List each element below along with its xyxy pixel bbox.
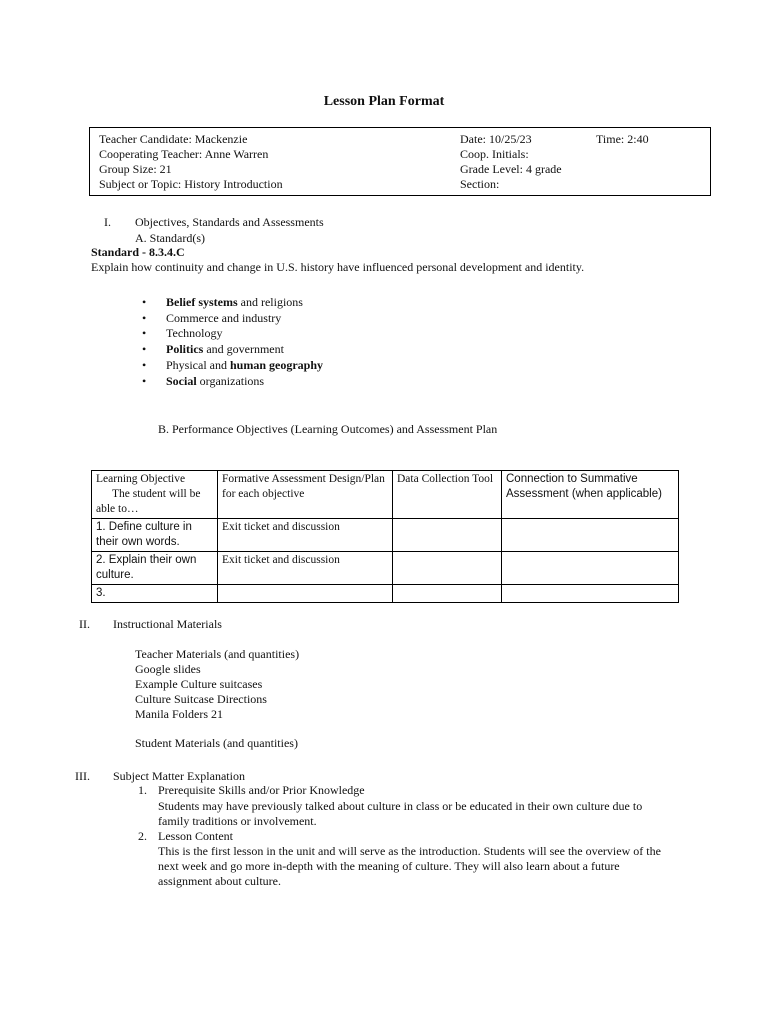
- table-cell: [393, 519, 502, 552]
- item-1-number: 1.: [138, 783, 147, 797]
- subsection-b-heading: B. Performance Objectives (Learning Outcomes) and Assessment Plan: [158, 422, 498, 436]
- learning-objective-header-line2: The student will be: [112, 488, 201, 500]
- teacher-materials-label: Teacher Materials (and quantities): [135, 647, 300, 661]
- list-item: Technology: [166, 326, 223, 340]
- group-size: Group Size: 21: [99, 162, 172, 176]
- time: Time: 2:40: [596, 132, 649, 146]
- header-formative-assessment: Formative Assessment Design/Plan for each objective: [218, 471, 393, 519]
- header-learning-objective: [92, 471, 218, 519]
- learning-objective-header-line3: able to…: [96, 503, 139, 515]
- cooperating-teacher: Cooperating Teacher: Anne Warren: [99, 147, 269, 161]
- table-row: [92, 585, 679, 603]
- list-item: Example Culture suitcases: [135, 677, 263, 691]
- table-row: [92, 552, 679, 585]
- table-cell: 2. Explain their own culture.: [92, 552, 218, 585]
- header-info-box: [89, 127, 711, 196]
- section-2-heading: Instructional Materials: [113, 617, 222, 631]
- section-3-heading: Subject Matter Explanation: [113, 769, 245, 783]
- header-data-collection: Data Collection Tool: [393, 471, 502, 519]
- table-cell: Exit ticket and discussion: [218, 519, 393, 552]
- list-item: Google slides: [135, 662, 201, 676]
- table-cell: Exit ticket and discussion: [218, 552, 393, 585]
- bullet-icon: •: [142, 311, 147, 325]
- bullet-icon: •: [142, 295, 147, 309]
- learning-objective-header-line1: Learning Objective: [96, 473, 186, 485]
- item-2-number: 2.: [138, 829, 147, 843]
- table-cell: [393, 552, 502, 585]
- table-cell: 1. Define culture in their own words.: [92, 519, 218, 552]
- lesson-content-label: Lesson Content: [158, 829, 233, 843]
- list-item: Manila Folders 21: [135, 707, 223, 721]
- coop-initials: Coop. Initials:: [460, 147, 529, 161]
- list-item: Social organizations: [166, 374, 265, 388]
- list-item: Physical and human geography: [166, 358, 324, 372]
- list-item: Commerce and industry: [166, 311, 282, 325]
- list-item: Culture Suitcase Directions: [135, 692, 267, 706]
- date: Date: 10/25/23: [460, 132, 532, 146]
- table-cell: 3.: [92, 585, 218, 603]
- prerequisite-text: Students may have previously talked about culture in class or be educated in their own culture due to family traditions or involvement.: [158, 799, 643, 828]
- table-cell: [393, 585, 502, 603]
- bullet-icon: •: [142, 358, 147, 372]
- bullet-icon: •: [142, 374, 147, 388]
- list-item: Belief systems and religions: [166, 295, 303, 309]
- student-materials-label: Student Materials (and quantities): [135, 736, 298, 750]
- section-field: Section:: [460, 177, 500, 191]
- bullet-icon: •: [142, 342, 147, 356]
- table-row: [92, 519, 679, 552]
- standard-text: Explain how continuity and change in U.S. history have influenced personal development and identity.: [91, 260, 585, 274]
- subject-topic: Subject or Topic: History Introduction: [99, 177, 283, 191]
- lesson-content-text: This is the first lesson in the unit and will serve as the introduction. Students will see the overview of the next week and go more in-depth with the meaning of culture. They will also learn about a future assignment about culture.: [158, 844, 661, 888]
- page-title: Lesson Plan Format: [323, 94, 445, 109]
- assessment-table: [91, 470, 679, 603]
- section-1-heading: Objectives, Standards and Assessments: [135, 215, 324, 229]
- header-summative-connection: Connection to Summative Assessment (when applicable): [502, 471, 679, 519]
- prerequisite-label: Prerequisite Skills and/or Prior Knowledge: [158, 783, 365, 797]
- table-header-row: [92, 471, 679, 519]
- table-cell: [502, 519, 679, 552]
- section-3-numeral: III.: [75, 769, 90, 783]
- subsection-a-heading: A. Standard(s): [135, 231, 205, 245]
- table-cell: [502, 552, 679, 585]
- grade-level: Grade Level: 4 grade: [460, 162, 562, 176]
- teacher-candidate: Teacher Candidate: Mackenzie: [99, 132, 248, 146]
- table-cell: [218, 585, 393, 603]
- section-2-numeral: II.: [79, 617, 90, 631]
- table-cell: [502, 585, 679, 603]
- standard-label: Standard - 8.3.4.C: [91, 245, 185, 259]
- list-item: Politics and government: [166, 342, 284, 356]
- bullet-icon: •: [142, 326, 147, 340]
- section-1-numeral: I.: [104, 215, 111, 229]
